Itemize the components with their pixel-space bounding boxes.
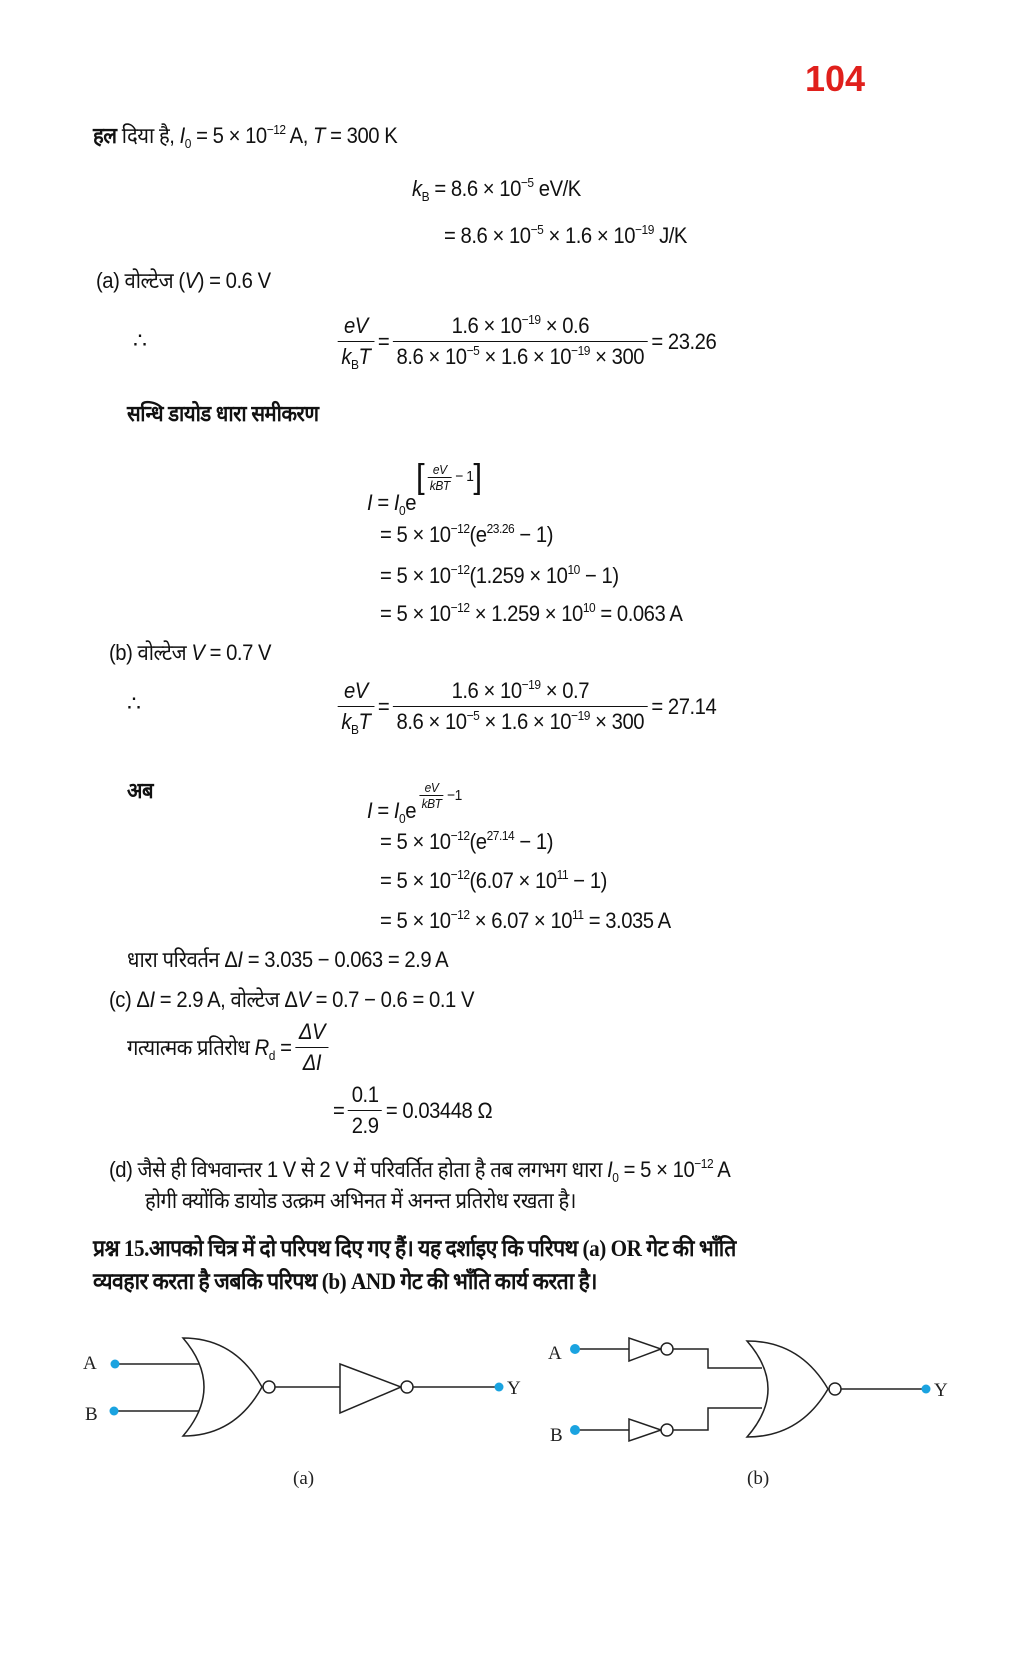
subscript: B — [351, 722, 359, 737]
text-segment: (b) वोल्टेज — [109, 640, 192, 665]
text-segment: 1.6 × 10 — [451, 678, 522, 703]
superscript: −19 — [571, 708, 590, 723]
superscript: 10 — [567, 562, 580, 577]
text-segment: A, — [285, 123, 314, 148]
text-segment: × 1.6 × 10 — [479, 709, 572, 734]
nor-bubble — [829, 1383, 841, 1395]
text-segment: = — [372, 798, 394, 823]
not-bubble-a — [661, 1343, 673, 1355]
text-segment: (e — [469, 829, 487, 854]
text-segment: = 0.063 A — [595, 601, 683, 626]
text-segment: e — [405, 490, 417, 515]
terminal-y — [495, 1383, 504, 1392]
text-segment: (c) Δ — [109, 987, 150, 1012]
text-segment: = 5 × 10 — [380, 601, 451, 626]
text-segment: V — [191, 640, 205, 665]
text-segment: × 0.6 — [540, 313, 589, 338]
equation-label: सन्धि डायोड धारा समीकरण — [127, 401, 319, 426]
text-segment: V — [297, 987, 311, 1012]
diode-equation-b — [367, 780, 462, 825]
not-gate-a — [629, 1338, 661, 1361]
text-segment: = 8.6 × 10 — [429, 176, 521, 201]
text-segment: e — [405, 798, 417, 823]
subscript: 0 — [399, 811, 406, 826]
numerator: 0.1 — [351, 1082, 379, 1107]
part-b-heading — [109, 639, 271, 667]
wire-a-to-gate — [673, 1349, 762, 1368]
numerator: eV — [432, 461, 447, 477]
diode-equation — [367, 460, 482, 517]
label-b: B — [85, 1404, 98, 1425]
nor-gate-body — [747, 1341, 828, 1437]
text-segment: I — [179, 123, 185, 148]
terminal-a — [570, 1344, 580, 1354]
question-label: प्रश्न 15. — [93, 1236, 149, 1261]
text-segment: I — [149, 987, 155, 1012]
exponent-fraction — [428, 462, 452, 493]
page-number: 104 — [805, 58, 866, 99]
part-b-step-1 — [380, 828, 553, 856]
dynamic-resistance — [127, 1019, 332, 1076]
text-segment: (d) जैसे ही विभवान्तर 1 V से 2 V में परिवर्तित होता है तब लगभग धारा — [109, 1157, 608, 1182]
part-a-exponent-calc — [334, 313, 716, 370]
text-segment: eV — [343, 678, 368, 703]
question-15-line-1 — [93, 1235, 736, 1263]
bracket-close: ] — [473, 458, 482, 496]
superscript: −12 — [450, 867, 470, 882]
text-segment: = 3.035 A — [583, 908, 671, 933]
part-a-step-1 — [380, 521, 553, 549]
text-segment: I — [393, 490, 400, 515]
superscript: −19 — [571, 343, 590, 358]
denominator: kBT — [429, 477, 450, 493]
text-segment: = 5 × 10 — [380, 522, 451, 547]
text-segment: धारा परिवर्तन Δ — [127, 947, 238, 972]
superscript: −19 — [521, 677, 541, 692]
superscript: −12 — [450, 562, 470, 577]
equals: = — [377, 693, 390, 719]
text-segment: × 300 — [589, 709, 645, 734]
text-segment: I — [367, 490, 373, 515]
logic-circuits-figure — [0, 1320, 1030, 1500]
text-segment: = 2.9 A, वोल्टेज Δ — [154, 987, 298, 1012]
superscript: −12 — [450, 521, 470, 536]
text-segment: × 6.07 × 10 — [469, 908, 573, 933]
part-b-step-3 — [380, 907, 671, 935]
superscript: −12 — [450, 828, 470, 843]
question-15-line-2: व्यवहार करता है जबकि परिपथ (b) AND गेट की भाँति कार्य करता है। — [93, 1269, 597, 1294]
text-segment: × 1.6 × 10 — [543, 223, 636, 248]
nor-bubble — [263, 1381, 275, 1393]
text-segment: × 300 — [589, 344, 645, 369]
text-segment: ΔI — [302, 1050, 322, 1075]
numerator — [338, 678, 374, 706]
dynamic-resistance-value — [333, 1082, 492, 1139]
text-segment: = 5 × 10 — [380, 563, 451, 588]
not-gate-body — [340, 1364, 401, 1413]
text-segment: R — [254, 1034, 269, 1060]
wire-b-to-gate — [673, 1408, 762, 1430]
result: = 23.26 — [651, 328, 717, 354]
therefore-symbol: ∴ — [127, 691, 141, 716]
text-segment: A — [713, 1157, 731, 1182]
text-segment: k — [412, 176, 422, 201]
label-y: Y — [934, 1380, 948, 1401]
text-segment: I — [393, 798, 400, 823]
exponent-fraction — [420, 780, 444, 811]
text-segment: = 8.6 × 10 — [444, 223, 531, 248]
question-text: आपको चित्र में दो परिपथ दिए गए हैं। यह दर्शाइए कि परिपथ (a) OR गेट की भाँति — [148, 1236, 736, 1261]
text-segment: eV/K — [533, 176, 581, 201]
value-fraction — [348, 1082, 382, 1139]
part-a-step-3 — [380, 600, 682, 628]
circuit-a — [114, 1338, 499, 1436]
text-segment: = — [274, 1034, 292, 1060]
caption-b: (b) — [747, 1468, 770, 1489]
part-d-line-2: होगी क्योंकि डायोड उत्क्रम अभिनत में अनन्त प्रतिरोध रखता है। — [145, 1188, 576, 1213]
text-segment: − 1) — [568, 868, 607, 893]
text-segment: I — [367, 798, 373, 823]
text-segment: = 5 × 10 — [190, 123, 267, 148]
text-segment: = 0.7 V — [204, 640, 272, 665]
now-label: अब — [127, 778, 154, 803]
text-segment: I — [607, 1157, 613, 1182]
therefore-symbol: ∴ — [133, 328, 147, 353]
text-segment: 1.6 × 10 — [451, 313, 522, 338]
formula-lhs — [367, 490, 417, 518]
subscript: 0 — [184, 136, 191, 151]
text-segment: × 1.259 × 10 — [469, 601, 583, 626]
text-segment: दिया है, — [116, 123, 180, 148]
text-segment: हल — [93, 123, 117, 148]
text-segment: = — [372, 490, 394, 515]
label-a: A — [83, 1353, 97, 1374]
text-segment: = 5 × 10 — [380, 868, 451, 893]
text-segment: T — [358, 344, 371, 369]
text-segment: − 1) — [514, 522, 554, 547]
superscript: −5 — [520, 175, 534, 190]
equals: = — [377, 328, 390, 354]
numerator: eV — [424, 780, 439, 795]
formula-exponent — [416, 460, 482, 494]
rhs-fraction — [393, 313, 648, 370]
label-b: B — [550, 1425, 563, 1446]
boltzmann-constant-joule — [444, 222, 687, 250]
exponent-tail: − 1 — [455, 468, 474, 485]
not-bubble-b — [661, 1424, 673, 1436]
rhs-fraction — [393, 678, 648, 735]
part-c-heading — [109, 986, 474, 1014]
label-a: A — [548, 1343, 562, 1364]
text-segment: 8.6 × 10 — [396, 344, 467, 369]
lhs-fraction — [338, 678, 374, 735]
part-b-step-2 — [380, 867, 607, 895]
circuit-b — [575, 1338, 926, 1441]
text-segment: = 300 K — [324, 123, 398, 148]
numerator — [295, 1019, 329, 1047]
boltzmann-constant-ev — [412, 175, 581, 203]
superscript: 23.26 — [486, 521, 515, 536]
text-segment: J/K — [653, 223, 687, 248]
text-segment: eV — [343, 313, 368, 338]
superscript: −12 — [694, 1156, 714, 1171]
superscript: −5 — [466, 343, 480, 358]
part-b-exponent-calc — [334, 678, 716, 735]
equals: = — [333, 1097, 345, 1123]
subscript: 0 — [399, 503, 406, 518]
text-segment: ΔV — [298, 1019, 325, 1044]
text-segment: × 0.7 — [540, 678, 589, 703]
text-segment: × 1.6 × 10 — [479, 344, 572, 369]
text-segment: − 1) — [514, 829, 554, 854]
denominator — [295, 1047, 329, 1076]
superscript: −12 — [450, 907, 470, 922]
subscript: B — [351, 357, 359, 372]
denominator — [338, 341, 374, 370]
subscript: 0 — [612, 1170, 619, 1185]
numerator — [393, 313, 648, 341]
denominator — [393, 706, 648, 735]
text-segment: k — [341, 709, 352, 734]
text-segment: T — [358, 709, 371, 734]
rd-fraction — [295, 1019, 329, 1076]
text-segment: = 5 × 10 — [380, 829, 451, 854]
text-segment: ) = 0.6 V — [197, 268, 271, 293]
not-bubble — [401, 1381, 413, 1393]
formula-exponent — [416, 780, 462, 811]
terminal-y — [922, 1385, 931, 1394]
given-values — [93, 122, 397, 150]
label-y: Y — [507, 1378, 521, 1399]
text-segment: (1.259 × 10 — [469, 563, 568, 588]
subscript: d — [268, 1047, 275, 1063]
result: = 27.14 — [651, 693, 717, 719]
denominator — [393, 341, 648, 370]
superscript: 27.14 — [486, 828, 515, 843]
denominator: 2.9 — [348, 1110, 382, 1139]
superscript: −12 — [450, 600, 470, 615]
text-segment: = 5 × 10 — [380, 908, 451, 933]
caption-a: (a) — [293, 1468, 315, 1489]
text-segment: गत्यात्मक प्रतिरोध — [127, 1034, 255, 1060]
text-segment: = 0.7 − 0.6 = 0.1 V — [310, 987, 475, 1012]
superscript: 11 — [572, 907, 584, 922]
text-segment: (6.07 × 10 — [469, 868, 557, 893]
nor-gate-body — [183, 1338, 262, 1436]
text-segment: T — [313, 123, 325, 148]
text-segment: k — [341, 344, 352, 369]
part-a-step-2 — [380, 562, 619, 590]
superscript: −12 — [266, 122, 286, 137]
superscript: −19 — [521, 312, 541, 327]
terminal-b — [570, 1425, 580, 1435]
denominator: kBT — [421, 796, 442, 811]
text-segment: = 3.035 − 0.063 = 2.9 A — [242, 947, 449, 972]
current-change — [127, 946, 448, 974]
superscript: −19 — [635, 222, 654, 237]
terminal-b — [110, 1407, 119, 1416]
superscript: 11 — [556, 867, 569, 882]
text-segment: (a) वोल्टेज ( — [96, 268, 185, 293]
superscript: −5 — [530, 222, 544, 237]
text-segment: V — [184, 268, 198, 293]
rd-label — [127, 1034, 291, 1062]
bracket-open: [ — [416, 458, 425, 496]
not-gate-b — [629, 1419, 661, 1441]
formula-lhs — [367, 798, 417, 826]
exponent-tail: −1 — [446, 786, 462, 804]
text-segment: I — [237, 947, 243, 972]
superscript: −5 — [466, 708, 480, 723]
lhs-fraction — [338, 313, 374, 370]
numerator — [393, 678, 648, 706]
text-segment: − 1) — [579, 563, 619, 588]
denominator — [338, 706, 374, 735]
text-segment: (e — [469, 522, 487, 547]
part-d-line-1 — [109, 1156, 730, 1184]
numerator — [338, 313, 374, 341]
terminal-a — [111, 1360, 120, 1369]
result: = 0.03448 Ω — [385, 1097, 493, 1123]
text-segment: 8.6 × 10 — [396, 709, 467, 734]
superscript: 10 — [582, 600, 596, 615]
subscript: B — [421, 189, 430, 204]
part-a-heading — [96, 267, 271, 295]
text-segment: = 5 × 10 — [618, 1157, 695, 1182]
